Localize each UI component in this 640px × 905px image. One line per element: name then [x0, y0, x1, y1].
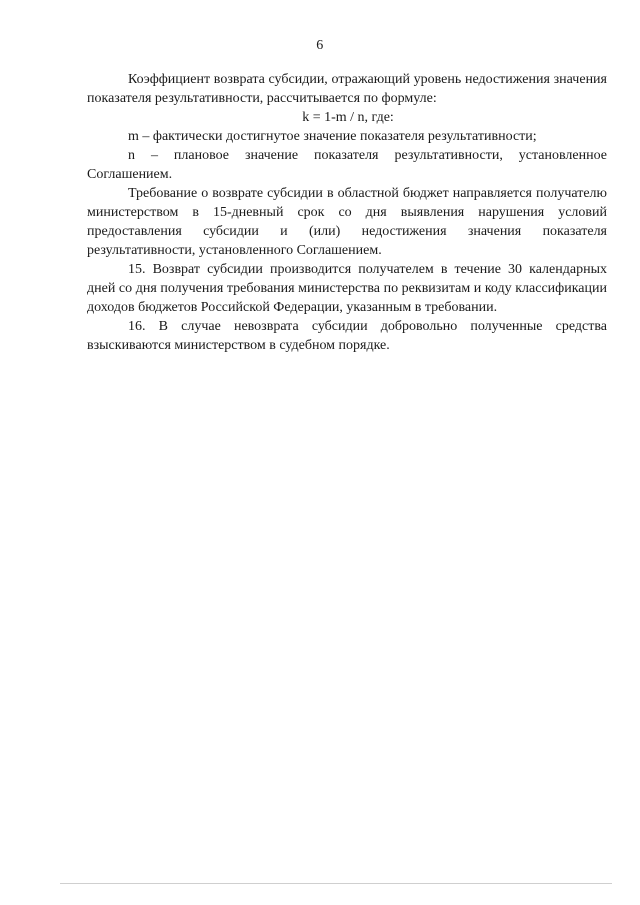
- formula: k = 1-m / n, где:: [302, 110, 394, 125]
- paragraph-16: 16. В случае невозврата субсидии добровольно полученные средства взыскиваются министерством в судебном порядке.: [87, 319, 607, 353]
- paragraph-15: 15. Возврат субсидии производится получателем в течение 30 календарных дней со дня получения требования министерства по реквизитам и коду классификации доходов бюджетов Российской Федерации, указанным в требовании.: [87, 262, 607, 315]
- document-body: [87, 70, 607, 355]
- page-number: 6: [316, 38, 324, 53]
- paragraph-n-definition: n – плановое значение показателя результативности, установленное Соглашением.: [87, 148, 607, 182]
- scan-bottom-edge: [60, 883, 612, 884]
- paragraph-m-definition: m – фактически достигнутое значение показателя результативности;: [128, 129, 537, 144]
- paragraph-return-demand: Требование о возврате субсидии в областной бюджет направляется получателю министерством в 15-дневный срок со дня выявления нарушения условий предоставления субсидии и (или) недостижения значения показателя результативности, установленного Соглашением.: [87, 186, 607, 258]
- paragraph-coefficient: Коэффициент возврата субсидии, отражающий уровень недостижения значения показателя результативности, рассчитывается по формуле:: [87, 72, 607, 106]
